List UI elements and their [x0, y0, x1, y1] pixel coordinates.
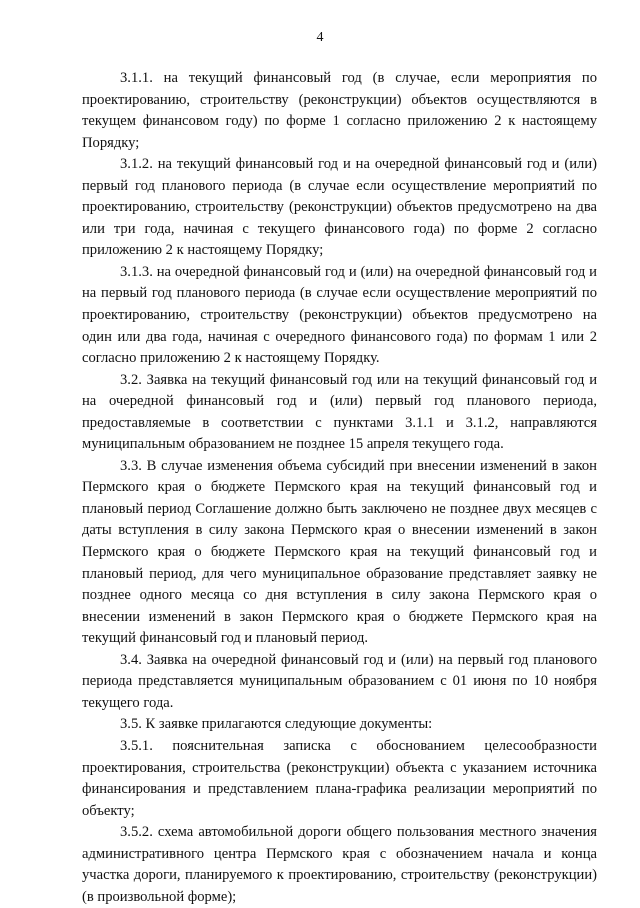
- document-body: [82, 68, 597, 908]
- paragraph-3-3: 3.3. В случае изменения объема субсидий при внесении изменений в закон Пермского края о бюджете Пермского края на текущий финансовый год и плановый период Соглашение должно быть заключено не позднее двух месяцев с даты вступления в силу закона Пермского края о внесении изменений в закон Пермского края о бюджете Пермского края на текущий финансовый год и плановый период, для чего муниципальное образование представляет заявку не позднее одного месяца со дня вступления в силу закона Пермского края о внесении изменений в закон Пермского края о бюджете Пермского края на текущий финансовый год и плановый период.: [82, 457, 597, 647]
- paragraph-3-5-2: 3.5.2. схема автомобильной дороги общего пользования местного значения административного центра Пермского края с обозначением начала и конца участка дороги, планируемого к проектированию, строительству (реконструкции) (в произвольной форме);: [82, 824, 597, 905]
- paragraph-3-5-1: 3.5.1. пояснительная записка с обоснованием целесообразности проектирования, строительства (реконструкции) объекта с указанием источника финансирования и представлением плана-графика реализации мероприятий по объекту;: [82, 737, 597, 819]
- paragraph-3-1-1: 3.1.1. на текущий финансовый год (в случае, если мероприятия по проектированию, строительству (реконструкции) объектов осуществляются в текущем финансовом году) по форме 1 согласно приложению 2 к настоящему Порядку;: [82, 70, 597, 151]
- paragraph-3-5: 3.5. К заявке прилагаются следующие документы:: [120, 716, 433, 733]
- page-number: 4: [316, 30, 324, 45]
- paragraph-3-1-2: 3.1.2. на текущий финансовый год и на очередной финансовый год и (или) первый год планового периода (в случае если осуществление мероприятий по проектированию, строительству (реконструкции) объектов предусмотрено на два или три года, начиная с текущего финансового года) по форме 2 согласно приложению 2 к настоящему Порядку;: [82, 156, 597, 259]
- paragraph-3-2: 3.2. Заявка на текущий финансовый год или на текущий финансовый год и на очередной финансовый год и (или) первый год планового периода, предоставляемые в соответствии с пунктами 3.1.1 и 3.1.2, направляются муниципальным образованием не позднее 15 апреля текущего года.: [82, 371, 597, 453]
- paragraph-3-1-3: 3.1.3. на очередной финансовый год и (или) на очередной финансовый год и на первый год планового периода (в случае если осуществление мероприятий по проектированию, строительству (реконструкции) объектов предусмотрено на один или два года, начиная с очередного финансового года) по формам 1 или 2 согласно приложению 2 к настоящему Порядку.: [82, 263, 597, 367]
- paragraph-3-4: 3.4. Заявка на очередной финансовый год и (или) на первый год планового периода представляется муниципальным образованием с 01 июня по 10 ноября текущего года.: [82, 651, 597, 711]
